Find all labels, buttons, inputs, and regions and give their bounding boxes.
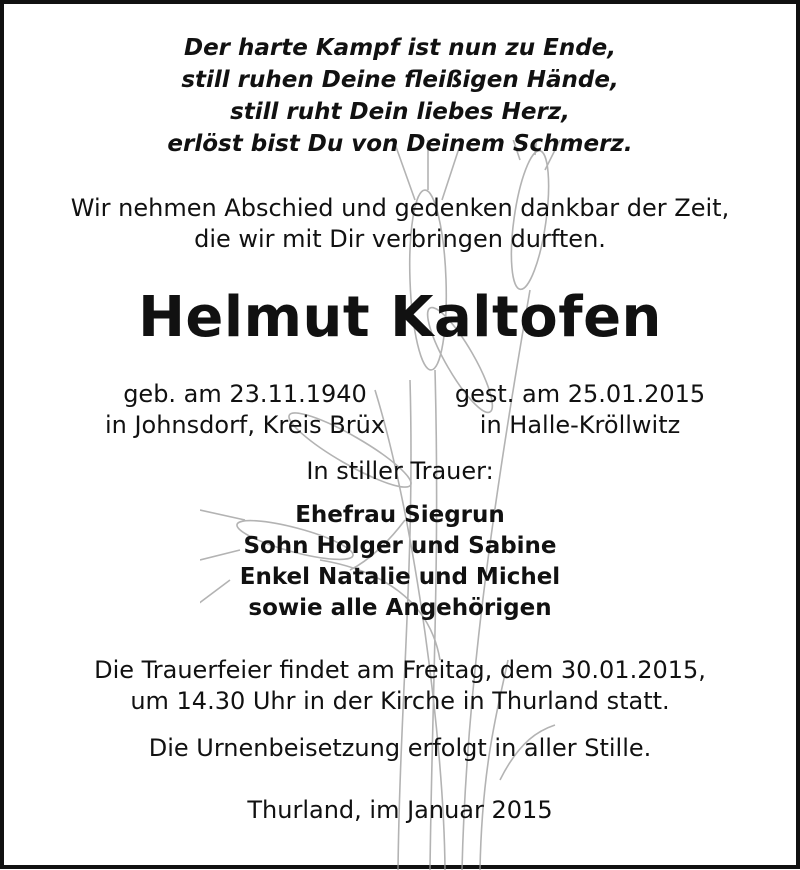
birth-date: geb. am 23.11.1940 (123, 380, 367, 408)
mourner-line-1: Ehefrau Siegrun (295, 502, 505, 528)
place-date: Thurland, im Januar 2015 (247, 796, 553, 824)
verse-line-4: erlöst bist Du von Deinem Schmerz. (167, 131, 633, 157)
ceremony-line-1: Die Trauerfeier findet am Freitag, dem 30.01.2015, (94, 656, 706, 684)
urn-notice: Die Urnenbeisetzung erfolgt in aller Stille. (148, 734, 652, 762)
farewell-line-2: die wir mit Dir verbringen durften. (194, 225, 606, 253)
mourner-line-3: Enkel Natalie und Michel (239, 564, 561, 590)
ceremony-line-2: um 14.30 Uhr in der Kirche in Thurland statt. (130, 687, 670, 715)
farewell-line-1: Wir nehmen Abschied und gedenken dankbar der Zeit, (70, 194, 730, 222)
death-place: in Halle-Kröllwitz (479, 411, 681, 439)
mourner-line-2: Sohn Holger und Sabine (243, 533, 557, 559)
death-date: gest. am 25.01.2015 (454, 380, 706, 408)
verse-line-2: still ruhen Deine fleißigen Hände, (181, 67, 619, 93)
mourner-line-4: sowie alle Angehörigen (248, 595, 552, 621)
mourning-intro: In stiller Trauer: (306, 457, 494, 485)
verse-line-1: Der harte Kampf ist nun zu Ende, (183, 35, 617, 61)
deceased-name: Helmut Kaltofen (138, 285, 662, 350)
birth-place: in Johnsdorf, Kreis Brüx (104, 411, 386, 439)
verse-line-3: still ruht Dein liebes Herz, (230, 99, 570, 125)
